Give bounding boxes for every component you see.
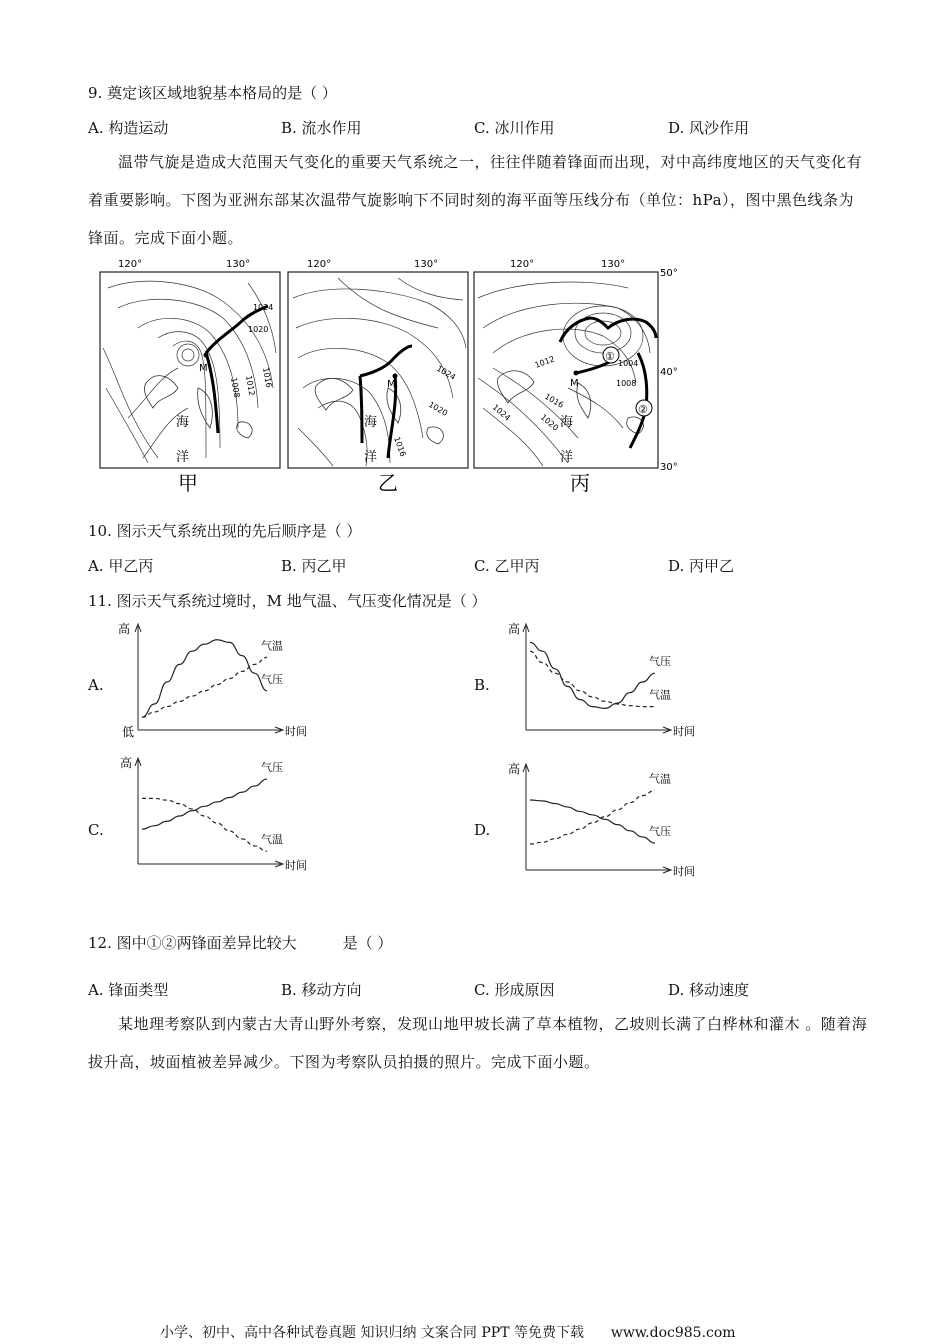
isobar-label: 1020	[248, 325, 269, 334]
footer-link[interactable]: www.doc985.com	[610, 1325, 736, 1341]
sea-label: 海	[364, 415, 378, 430]
q9-option-d: D. 风沙作用	[668, 119, 750, 137]
isobar-label: 1016	[392, 435, 408, 458]
lon-label: 120°	[510, 259, 535, 270]
intro-paragraph-2: 某地理考察队到内蒙古大青山野外考察，发现山地甲坡长满了草本植物，乙坡则长满了白桦林和灌木 。随着海拔升高，坡面植被差异减少。下图为考察队员拍摄的照片。完成下面小题。	[88, 1015, 868, 1071]
series-label: 气压	[261, 761, 283, 775]
q10-option-c: C. 乙甲丙	[474, 557, 540, 575]
series-label: 气压	[649, 825, 671, 839]
series-label: 气温	[261, 833, 283, 847]
x-axis-label: 时间	[673, 865, 695, 878]
temperature-series	[530, 790, 655, 844]
map-panel-jia	[100, 272, 280, 495]
map-panel-yi	[288, 272, 468, 495]
series-label: 气压	[261, 672, 283, 686]
isobar-label: 1024	[435, 363, 458, 382]
q10-option-b: B. 丙乙甲	[281, 557, 347, 575]
q12-option-c: C. 形成原因	[474, 981, 555, 999]
series-label: 气温	[649, 688, 671, 702]
isobar-label: 1020	[427, 399, 450, 418]
chart-option-d	[498, 758, 695, 883]
sea-label: 洋	[364, 450, 378, 465]
q12-option-d: D. 移动速度	[668, 981, 750, 999]
point-m: M	[199, 363, 208, 374]
chart-option-b	[498, 618, 695, 743]
q12-stem-tail: 是（ ）	[342, 934, 393, 952]
q11-option-a: A.	[88, 676, 104, 694]
x-axis-label: 时间	[285, 859, 307, 872]
x-axis-label: 时间	[673, 725, 695, 738]
pressure-series	[530, 800, 655, 843]
y-high-label: 高	[508, 762, 521, 776]
isobar-label: 1004	[618, 359, 639, 368]
y-high-label: 高	[508, 622, 521, 636]
isobar-label: 1020	[538, 412, 561, 433]
footer-text: 小学、初中、高中各种试卷真题 知识归纳 文案合同 PPT 等免费下载	[160, 1325, 584, 1341]
point-m: M	[570, 378, 579, 389]
q12-option-a: A. 锋面类型	[88, 981, 169, 999]
q12-stem-main: 12. 图中①②两锋面差异比较大	[88, 934, 297, 952]
q11-stem: 11. 图示天气系统过境时，M 地气温、气压变化情况是（ ）	[88, 592, 487, 610]
lat-label: 30°	[660, 462, 678, 473]
q9-option-c: C. 冰川作用	[474, 119, 555, 137]
isobar-label: 1008	[616, 379, 637, 388]
sea-label: 洋	[176, 450, 190, 465]
front-label-1: ①	[605, 350, 615, 363]
q11-option-d: D.	[474, 821, 491, 839]
y-high-label: 高	[120, 756, 133, 770]
pressure-series	[142, 640, 267, 717]
series-label: 气温	[649, 772, 671, 786]
sea-label: 海	[560, 415, 574, 430]
lon-label: 130°	[226, 259, 251, 270]
q9-option-b: B. 流水作用	[281, 119, 362, 137]
y-low-label: 低	[122, 725, 135, 739]
sea-label: 洋	[560, 450, 574, 465]
isobar-label: 1024	[490, 402, 513, 423]
lat-label: 50°	[660, 268, 678, 279]
q10-option-d: D. 丙甲乙	[668, 557, 735, 575]
chart-option-a	[110, 618, 307, 743]
q12-stem	[88, 932, 392, 953]
isobar-label: 1012	[533, 354, 556, 370]
front-label-2: ②	[638, 403, 648, 416]
sea-label: 海	[176, 415, 190, 430]
q12-option-b: B. 移动方向	[281, 981, 362, 999]
point-m: M	[387, 379, 396, 390]
lat-label: 40°	[660, 367, 678, 378]
temperature-series	[142, 657, 267, 717]
isobar-label: 1012	[244, 374, 257, 397]
series-label: 气压	[649, 655, 671, 669]
q10-stem: 10. 图示天气系统出现的先后顺序是（ ）	[88, 522, 362, 540]
footer	[160, 1322, 736, 1342]
pressure-series	[142, 779, 267, 829]
q10-option-a: A. 甲乙丙	[88, 557, 154, 575]
y-high-label: 高	[118, 622, 131, 636]
x-axis-label: 时间	[285, 725, 307, 738]
lon-label: 130°	[414, 259, 439, 270]
map-panel-bing	[474, 272, 658, 495]
panel-caption: 丙	[570, 471, 590, 495]
lon-label: 120°	[307, 259, 332, 270]
isobar-label: 1008	[229, 376, 242, 399]
isobar-label: 1016	[543, 391, 566, 410]
q11-option-b: B.	[474, 676, 490, 694]
lon-label: 130°	[601, 259, 626, 270]
series-label: 气温	[261, 639, 283, 653]
pressure-series	[530, 642, 655, 708]
lon-label: 120°	[118, 259, 143, 270]
chart-option-c	[110, 752, 307, 877]
q9-stem: 9. 奠定该区域地貌基本格局的是（ ）	[88, 84, 337, 102]
panel-caption: 甲	[178, 471, 198, 495]
q9-option-a: A. 构造运动	[88, 119, 169, 137]
isobar-label: 1016	[261, 366, 274, 389]
isobar-maps-figure	[98, 258, 690, 494]
q11-option-c: C.	[88, 821, 104, 839]
isobar-label: 1024	[253, 303, 274, 312]
intro-paragraph-1: 温带气旋是造成大范围天气变化的重要天气系统之一，往往伴随着锋面而出现，对中高纬度地区的天气变化有着重要影响。下图为亚洲东部某次温带气旋影响下不同时刻的海平面等压线分布（单位：hPa），图中黑色线条为锋面。完成下面小题。	[88, 153, 863, 247]
panel-caption: 乙	[378, 471, 398, 495]
